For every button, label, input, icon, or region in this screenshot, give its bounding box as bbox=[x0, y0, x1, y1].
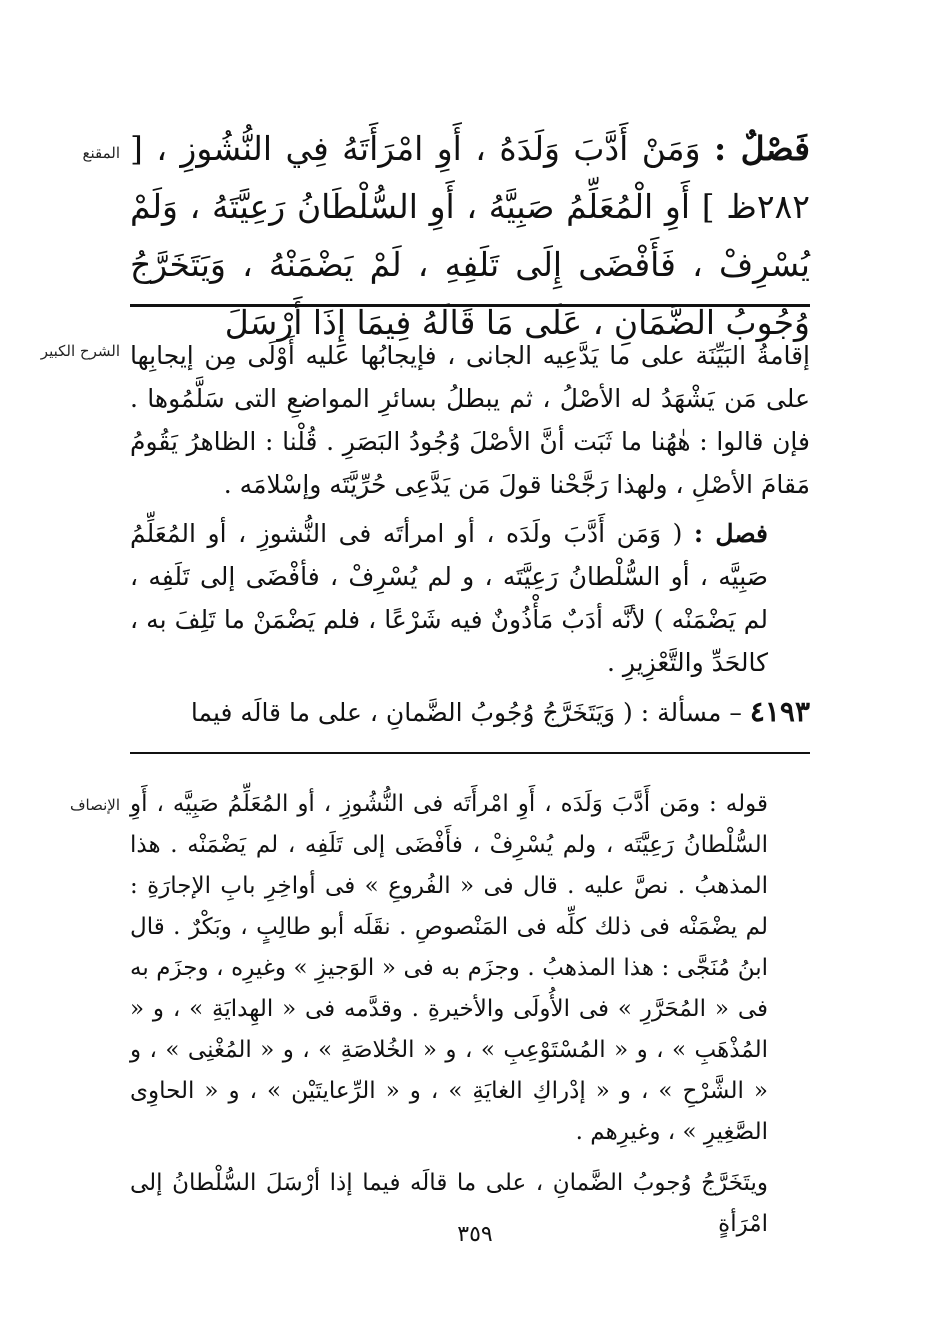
insaf-text-block bbox=[130, 784, 810, 1245]
insaf-paragraph: قوله : ومَن أَدَّبَ وَلَدَه ، أَوِ امْرأَتَه فى النُّشُوزِ ، أو المُعَلِّمُ صَبِيَّه ، أَوِ السُّلْطانُ رَعِيَّتَه ، ولم يُسْرِفْ ، فأَفْضَى إلى تَلَفِه ، لم يَضْمَنْه . هذا المذهبُ . نصَّ عليه . قال فى « الفُروعِ » فى أواخِرِ بابِ الإجارَةِ : لم يضْمَنْه فى ذلك كلِّه فى المَنْصوصِ . نقَلَه أبو طالِبٍ ، وبَكْرٌ . قال ابنُ مُنَجَّى : هذا المذهبُ . وجزَم به فى « الوَجيزِ » وغيرِه ، وجزَم به فى « المُحَرَّرِ » فى الأُولَى والأخيرةِ . وقدَّمه فى « الهِدايَةِ » ، و « المُذْهَبِ » ، و « المُسْتَوْعِبِ » ، و « الخُلاصَةِ » ، و « المُغْنِى » ، و « الشَّرْحِ » ، و « إدْراكِ الغايَةِ » ، و « الرِّعايتَيْن » ، و « الحاوِى الصَّغِيرِ » ، وغيرِهم . bbox=[130, 791, 768, 1145]
masala-number: ٤١٩٣ bbox=[749, 695, 810, 728]
insaf-label: الإنصاف bbox=[69, 796, 120, 814]
section-divider bbox=[130, 752, 810, 754]
page-number: ٣٥٩ bbox=[457, 1222, 493, 1247]
sharh-text-block bbox=[130, 334, 810, 734]
sharh-fasl-heading: فصل : bbox=[693, 519, 768, 548]
section-divider bbox=[130, 304, 810, 307]
sharh-paragraph: إقامةُ البَيِّنَة على ما يَدَّعِيه الجانى ، فإيجابُها عليه أَوْلَى مِن إيجابِها على مَن يَشْهَدُ له الأصْلُ ، ثم يبطلُ بسائرِ المواضعِ التى سَلَّمُوها . فإن قالوا : هٰهُنا ما ثَبَت أنَّ الأصْلَ وُجُودُ البَصَرِ . قُلْنا : الظاهرُ يَقُومُ مَقامَ الأصْلِ ، ولهذا رَجَّحْنا قولَ مَن يَدَّعِى حُرِّيَّتَه وإسْلامَه . bbox=[130, 341, 810, 499]
sharh-label: الشرح الكبير bbox=[40, 342, 120, 360]
muqni-text-block bbox=[130, 120, 810, 352]
muqni-fasl-heading: فَصْلٌ : bbox=[713, 129, 810, 168]
muqni-text: وَمَنْ أَدَّبَ وَلَدَهُ ، أَوِ امْرَأَتَهُ فِي النُّشُوزِ ، [ ٢٨٢ظ ] أَوِ الْمُعَلِّمُ صَبِيَّهُ ، أَوِ السُّلْطَانُ رَعِيَّتَهُ ، وَلَمْ يُسْرِفْ ، فَأَفْضَى إِلَى تَلَفِهِ ، لَمْ يَضْمَنْهُ ، وَيَتَخَرَّجُ وُجُوبُ الضَّمَانِ ، عَلَى مَا قَالَهُ فِيمَا إِذَا أَرْسَلَ bbox=[130, 129, 810, 342]
masala-text: – مسألة : ( وَيَتَخَرَّجُ وُجُوبُ الضَّمانِ ، على ما قالَه فيما bbox=[190, 698, 742, 727]
insaf-paragraph: ويتَخَرَّجُ وُجوبُ الضَّمانِ ، على ما قالَه فيما إذا أرْسَلَ السُّلْطانُ إلى امْرَأةٍ bbox=[130, 1170, 768, 1237]
sharh-fasl-text: ( وَمَن أَدَّبَ ولَدَه ، أو امرأتَه فى النُّشوزِ ، أو المُعَلِّمُ صَبِيَّه ، أو السُّلْطانُ رَعِيَّتَه ، و لم يُسْرِفْ ، فأفْضَى إلى تَلَفِه ، لم يَضْمَنْه ) لأنَّه أدَبٌ مَأْذُونٌ فيه شَرْعًا ، فلم يَضْمَنْ ما تَلِفَ به ، كالحَدِّ والتَّعْزِيرِ . bbox=[130, 519, 768, 677]
muqni-label: المقنع bbox=[82, 144, 120, 162]
